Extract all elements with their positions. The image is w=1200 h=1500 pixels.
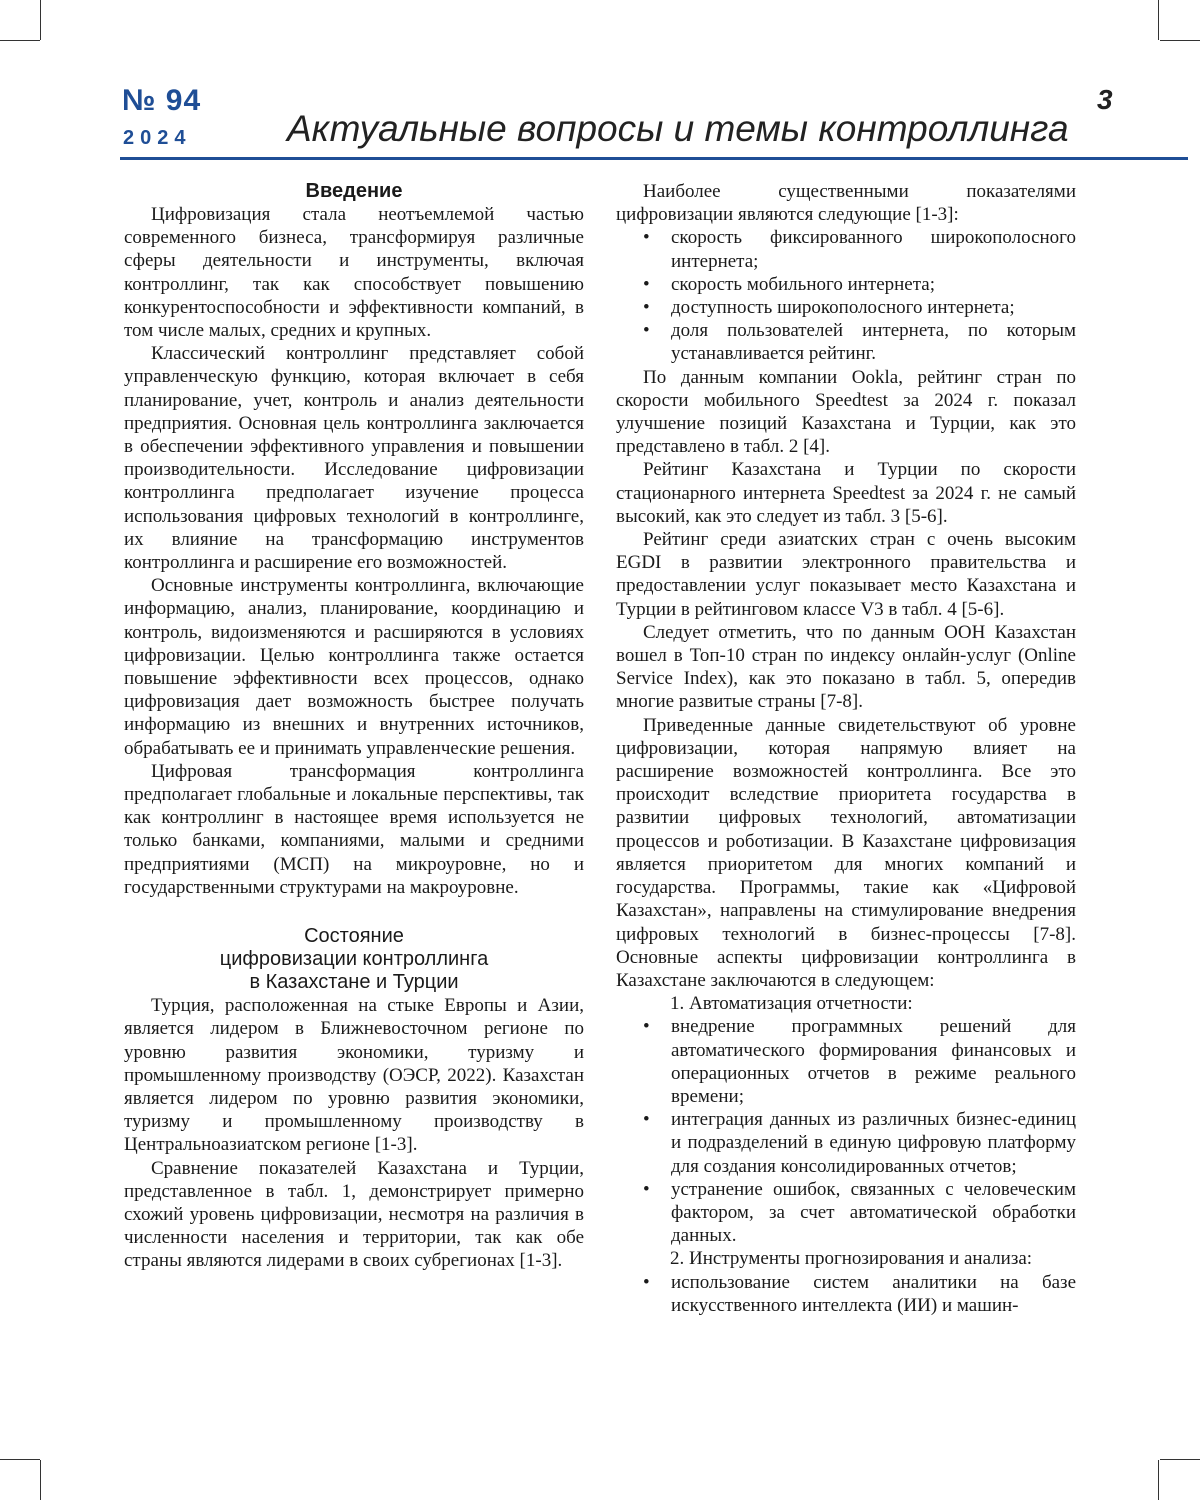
paragraph: Основные инструменты контроллинга, включающие информацию, анализ, планирование, координацию и контроль, видоизменяются и расширяются в условиях цифровизации. Целью контроллинга также остается повышение эффективности всех процессов, однако цифровизация дает возможность быстрее получать информацию из внешних и внутренних источников, обрабатывать ее и принимать управленческие решения.: [124, 575, 584, 759]
paragraph: Сравнение показателей Казахстана и Турции, представленное в табл. 1, демонстрирует примерно схожий уровень цифровизации, несмотря на различия в численности населения и территории, так как обе страны являются лидерами в своих субрегионах [1-3].: [124, 1157, 584, 1272]
heading-line: цифровизации контроллинга: [219, 948, 489, 971]
list-item: • устранение ошибок, связанных с человеческим фактором, за счет автоматической обработки данных.: [616, 1178, 1076, 1248]
crop-mark: [40, 0, 41, 40]
paragraph: Турция, расположенная на стыке Европы и Азии, является лидером в Ближневосточном регионе по уровню развития экономики, туризму и промышленному производству (ОЭСР, 2022). Казахстан является лидером по уровню развития экономики, туризму и промышленному производству в Центральноазиатском регионе [1-3].: [124, 995, 584, 1156]
list-item: • интеграция данных из различных бизнес-единиц и подразделений в единую цифровую платформу для создания консолидированных отчетов;: [616, 1108, 1076, 1178]
paragraph: Цифровизация стала неотъемлемой частью современного бизнеса, трансформируя различные сферы деятельности и инструменты, включая контроллинг, так как способствует повышению конкурентоспособности и эффективности компаний, в том числе малых, средних и крупных.: [124, 204, 584, 342]
paragraph: По данным компании Ookla, рейтинг стран по скорости мобильного Speedtest за 2024 г. показал улучшение позиций Казахстана и Турции, как это представлено в табл. 2 [4].: [616, 366, 1076, 458]
bullet-list: [616, 1015, 1076, 1247]
crop-mark: [1158, 0, 1159, 40]
paragraph: Наиболее существенными показателями цифровизации являются следующие [1-3]:: [616, 181, 1076, 226]
paragraph: Следует отметить, что по данным ООН Казахстан вошел в Топ-10 стран по индексу онлайн-услуг (Online Service Index), как это показано в табл. 5, опередив многие развитые страны [7-8].: [616, 621, 1076, 713]
left-column: [124, 180, 584, 1273]
header-rule: [120, 157, 1188, 160]
paragraph: Цифровая трансформация контроллинга предполагает глобальные и локальные перспективы, так как контроллинг в настоящее время используется не только банками, компаниями, малыми и средними предприятиями (МСП) на микроуровне, но и государственными структурами на макроуровне.: [124, 760, 584, 898]
crop-mark: [0, 40, 40, 41]
paragraph: Рейтинг Казахстана и Турции по скорости стационарного интернета Speedtest за 2024 г. не самый высокий, как это следует из табл. 3 [5-6].: [616, 459, 1076, 527]
section-heading-state: [124, 925, 584, 994]
crop-mark: [40, 1460, 41, 1500]
crop-mark: [1160, 1459, 1200, 1460]
crop-mark: [0, 1459, 40, 1460]
issue-year: 2024: [123, 127, 192, 149]
numbered-heading: 1. Автоматизация отчетности:: [670, 993, 913, 1015]
list-item: • скорость мобильного интернета;: [616, 273, 1076, 296]
section-heading-intro: Введение: [305, 180, 403, 202]
right-column: [616, 180, 1076, 1317]
list-item: • доля пользователей интернета, по которым устанавливается рейтинг.: [616, 319, 1076, 365]
issue-number: № 94: [122, 84, 202, 117]
crop-mark: [1158, 1460, 1159, 1500]
bullet-list: [616, 226, 1076, 365]
list-item: • использование систем аналитики на базе искусственного интеллекта (ИИ) и машин-: [616, 1271, 1076, 1317]
bullet-list: [616, 1271, 1076, 1317]
crop-mark: [1160, 40, 1200, 41]
heading-line: в Казахстане и Турции: [249, 971, 459, 994]
paragraph: Рейтинг среди азиатских стран с очень высоким EGDI в развитии электронного правительства и предоставлении услуг показывает место Казахстана и Турции в рейтинговом классе V3 в табл. 4 [5-6].: [616, 529, 1076, 620]
paragraph: Классический контроллинг представляет собой управленческую функцию, которая включает в себя планирование, учет, контроль и анализ деятельности предприятия. Основная цель контроллинга заключается в обеспечении эффективного управления и повышении производительности. Исследование цифровизации контроллинга предполагает изучение процесса использования цифровых технологий в контроллинге, их влияние на трансформацию инструментов контроллинга и расширение его возможностей.: [124, 343, 584, 574]
heading-line: Состояние: [304, 925, 404, 948]
list-item: • скорость фиксированного широкополосного интернета;: [616, 226, 1076, 272]
paragraph: Приведенные данные свидетельствуют об уровне цифровизации, которая напрямую влияет на расширение возможностей контроллинга. Все это происходит вследствие приоритета государства в развитии цифровых технологий, автоматизации процессов и роботизации. В Казахстане цифровизация является приоритетом для многих компаний и государства. Программы, такие как «Цифровой Казахстан», направлены на стимулирование внедрения цифровых технологий в бизнес-процессы [7-8]. Основные аспекты цифровизации контроллинга в Казахстане заключаются в следующем:: [616, 714, 1076, 991]
running-title: Актуальные вопросы и темы контроллинга: [287, 108, 1069, 149]
numbered-heading: 2. Инструменты прогнозирования и анализа:: [670, 1248, 1033, 1270]
page-number: 3: [1097, 84, 1113, 115]
list-item: • доступность широкополосного интернета;: [616, 296, 1076, 319]
list-item: • внедрение программных решений для автоматического формирования финансовых и операционных отчетов в режиме реального времени;: [616, 1015, 1076, 1108]
